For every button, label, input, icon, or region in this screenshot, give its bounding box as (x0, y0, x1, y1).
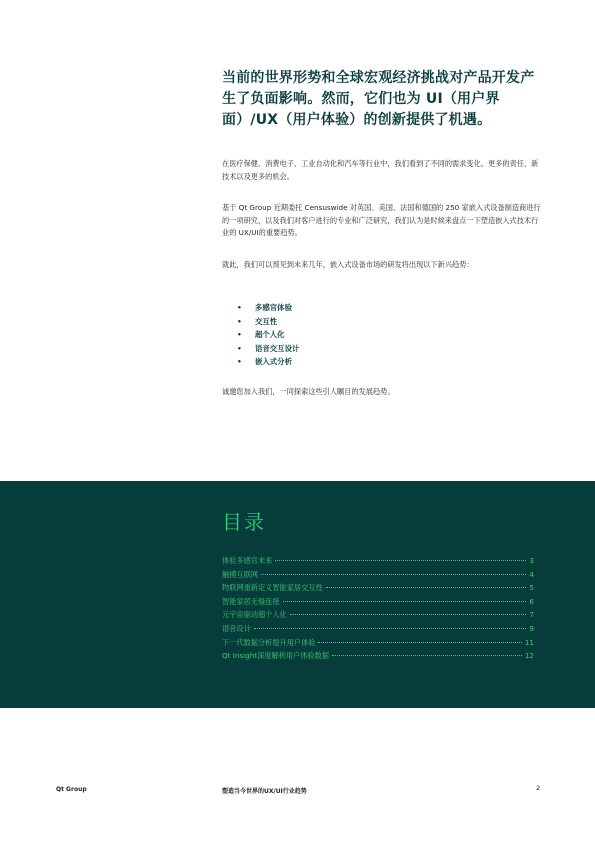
toc-leader (261, 574, 526, 575)
intro-paragraph-4: 诚邀您加入我们，一同探索这些引人瞩目的发展趋势。 (222, 387, 395, 396)
toc-entry-page: 9 (529, 623, 534, 633)
toc-entry-page: 11 (524, 637, 534, 647)
toc-entry[interactable] (222, 597, 534, 611)
toc-entry[interactable] (222, 638, 534, 652)
toc-entry-page: 7 (529, 610, 534, 620)
trend-item (237, 342, 299, 356)
trend-label: 交互性 (255, 316, 278, 326)
trend-label: 语音交互设计 (255, 343, 300, 353)
bullet-icon: • (237, 330, 242, 340)
toc-leader (275, 560, 526, 561)
toc-entry-page: 12 (524, 651, 534, 661)
toc-leader (254, 628, 527, 629)
toc-entry-label: 触摸互联网 (222, 569, 258, 579)
trend-label: 多感官体验 (255, 303, 292, 312)
trend-item (237, 355, 299, 369)
toc-entry[interactable] (222, 624, 534, 638)
toc-entry-label: 语音设计 (222, 623, 251, 633)
trend-label: 嵌入式分析 (255, 357, 292, 367)
toc-entry-label: 智能家居无缝连接 (222, 596, 280, 606)
toc-entry-page: 6 (529, 596, 534, 606)
toc-title: 目录 (222, 510, 266, 534)
intro-section (222, 68, 542, 396)
toc-entry-page: 5 (529, 583, 534, 593)
toc-leader (332, 655, 522, 656)
toc-leader (283, 601, 527, 602)
bullet-icon: • (237, 343, 242, 353)
toc-entry[interactable] (222, 570, 534, 584)
toc-entry-page: 4 (529, 569, 534, 579)
trend-list (237, 301, 299, 369)
toc-entry[interactable] (222, 610, 534, 624)
footer-document-title: 塑造当今世界的UX/UI行业趋势 (222, 788, 307, 795)
trend-item (237, 328, 299, 342)
toc-entry-label: 元宇宙驱动超个人化 (222, 610, 287, 620)
footer-company: Qt Group (56, 786, 87, 793)
bullet-icon: • (237, 303, 242, 312)
table-of-contents (0, 481, 595, 708)
headline: 当前的世界形势和全球宏观经济挑战对产品开发产生了负面影响。然而，它们也为 UI（用户界面）/UX（用户体验）的创新提供了机遇。 (222, 70, 535, 128)
toc-entry[interactable] (222, 583, 534, 597)
toc-leader (318, 642, 521, 643)
bullet-icon: • (237, 316, 242, 326)
toc-entry-label: 物联网重新定义智能家居交互性 (222, 583, 323, 593)
toc-entry-label: Qt Insight深度解析用户体验数据 (222, 651, 329, 661)
page-number: 2 (536, 784, 541, 792)
toc-entry[interactable] (222, 556, 534, 570)
bullet-icon: • (237, 357, 242, 367)
trend-label: 超个人化 (255, 330, 285, 340)
toc-entry[interactable] (222, 651, 534, 665)
toc-leader (326, 587, 527, 588)
toc-entry-page: 3 (529, 556, 534, 565)
toc-entry-label: 下一代数据分析提升用户体验 (222, 637, 316, 647)
trend-item (237, 301, 299, 315)
intro-paragraph-2: 基于 Qt Group 近期委托 Censuswide 对英国、美国、法国和德国的 250 家嵌入式设备制造商进行的一项研究，以及我们对客户进行的专业和广泛研究，我们认为是时候来盘点一下塑造嵌入式技术行业的 UX/UI的重要趋势。 (222, 203, 541, 237)
intro-paragraph-3: 就此，我们可以预见到未来几年，嵌入式设备市场的研发将出现以下新兴趋势： (222, 260, 474, 269)
toc-entry-label: 体验多感官未来 (222, 556, 273, 565)
intro-paragraph-1: 在医疗保健、消费电子、工业自动化和汽车等行业中，我们看到了不同的需求变化、更多的责任、新技术以及更多的机会。 (222, 159, 539, 181)
trend-item (237, 315, 299, 329)
toc-list (222, 556, 534, 665)
toc-leader (290, 614, 527, 615)
